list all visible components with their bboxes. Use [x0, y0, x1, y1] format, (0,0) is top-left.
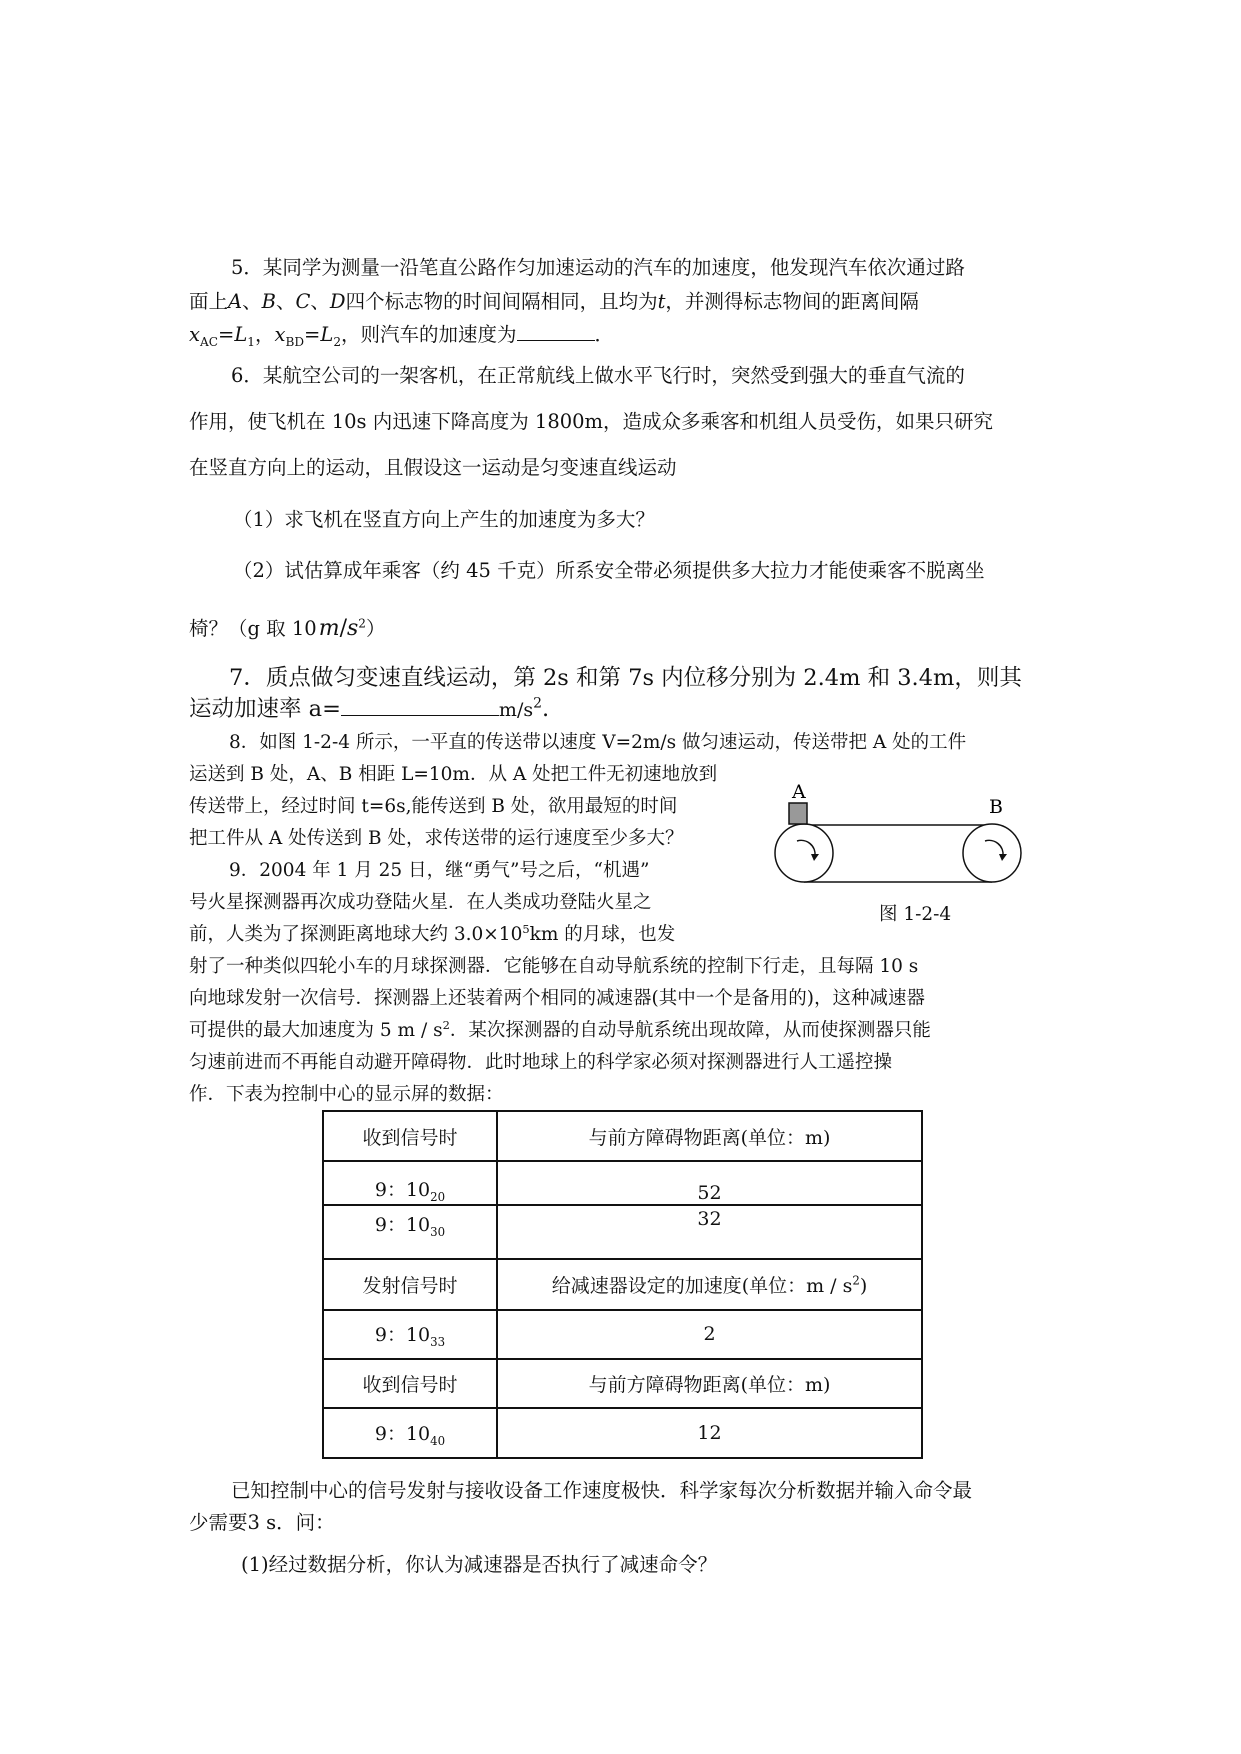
- q6-line3: 在竖直方向上的运动，且假设这一运动是匀变速直线运动: [189, 456, 677, 479]
- unit-s: s: [347, 616, 359, 641]
- q5-text: ，并测得标志物间的距离间隔: [665, 290, 919, 313]
- q9-line2: 号火星探测器再次成功登陆火星．在人类成功登陆火星之: [189, 892, 652, 913]
- q8-line1: 8．如图 1-2-4 所示，一平直的传送带以速度 V=2m/s 做匀速运动，传送带把 A 处的工件: [229, 732, 967, 753]
- comma: ，: [254, 323, 275, 346]
- tail-line1: 已知控制中心的信号发射与接收设备工作速度极快．科学家每次分析数据并输入命令最: [231, 1479, 973, 1502]
- table-cell-value: 2: [497, 1310, 922, 1359]
- header-text: ): [859, 1274, 868, 1297]
- left-pulley: [775, 824, 833, 882]
- q9-line4: 射了一种类似四轮小车的月球探测器．它能够在自动导航系统的控制下行走，且每隔 10 s: [189, 956, 919, 977]
- var-l: L: [320, 323, 334, 346]
- time-text: 9：10: [374, 1422, 431, 1445]
- time-sub: 33: [430, 1334, 446, 1349]
- conveyor-figure: [760, 780, 1040, 920]
- var-t: t: [657, 290, 666, 313]
- q9-line3: [189, 920, 675, 946]
- control-center-table: [322, 1110, 923, 1459]
- sep: 、: [242, 290, 262, 313]
- table-header: 与前方障碍物距离(单位：m): [497, 1111, 922, 1161]
- q6-sub1: （1）求飞机在竖直方向上产生的加速度为多大？: [233, 508, 655, 531]
- table-header: 与前方障碍物距离(单位：m): [497, 1359, 922, 1408]
- table-cell-time: [323, 1408, 497, 1458]
- table-cell-time: [323, 1205, 497, 1259]
- table-cell-time: [323, 1161, 497, 1205]
- q5-end: ．: [594, 323, 615, 346]
- q6-line2: 作用，使飞机在 10s 内迅速下降高度为 1800m，造成众多乘客和机组人员受伤，如果只研究: [189, 410, 994, 433]
- answer-blank[interactable]: [517, 322, 595, 341]
- table-cell-value: 32: [497, 1205, 922, 1259]
- q9-line6: [189, 1016, 931, 1042]
- sub-bd: BD: [285, 334, 305, 349]
- point-c: C: [295, 290, 311, 313]
- time-sub: 20: [430, 1190, 446, 1205]
- table-cell-value: 52: [497, 1161, 922, 1205]
- table-row: [323, 1408, 922, 1458]
- label-b: B: [989, 796, 1003, 818]
- table-header: 收到信号时: [323, 1111, 497, 1161]
- q6-text: 椅？（g 取 10: [189, 617, 317, 640]
- table-cell-value: 12: [497, 1408, 922, 1458]
- q9-text: 可提供的最大加速度为 5 m / s: [189, 1020, 443, 1041]
- time-sub: 40: [430, 1433, 446, 1448]
- eq: =: [304, 323, 321, 346]
- q6-text: ）: [365, 617, 386, 640]
- table-header-row: [323, 1111, 922, 1161]
- table-cell-time: [323, 1310, 497, 1359]
- sub-ac: AC: [200, 334, 218, 349]
- q6-sub2-end: [189, 613, 386, 641]
- time-text: 9：10: [374, 1323, 431, 1346]
- sub-1: 1: [247, 334, 255, 349]
- q5-text: 四个标志物的时间间隔相同，且均为: [345, 290, 658, 313]
- eq: =: [217, 323, 235, 346]
- q7-line2: [189, 691, 549, 723]
- unit-m: m: [318, 616, 340, 641]
- point-b: B: [261, 290, 276, 313]
- figure-caption: 图 1-2-4: [879, 904, 952, 925]
- q9-line1: 9．2004 年 1 月 25 日，继“勇气”号之后，“机遇”: [229, 860, 650, 881]
- table-header: 发射信号时: [323, 1259, 497, 1309]
- time-text: 9：10: [374, 1179, 431, 1202]
- q7-line1: 7．质点做匀变速直线运动，第 2s 和第 7s 内位移分别为 2.4m 和 3.4m，则其: [229, 665, 1022, 691]
- q8-line3: 传送带上，经过时间 t=6s,能传送到 B 处，欲用最短的时间: [189, 796, 678, 817]
- sub-2: 2: [333, 334, 342, 349]
- answer-blank[interactable]: [341, 694, 499, 716]
- var-x: x: [274, 323, 286, 346]
- sep: 、: [275, 290, 296, 313]
- var-l: L: [234, 323, 248, 346]
- table-header: [497, 1259, 922, 1309]
- q9-line8: 作．下表为控制中心的显示屏的数据：: [189, 1084, 504, 1105]
- table-header-row: [323, 1259, 922, 1309]
- tail-q1: (1)经过数据分析，你认为减速器是否执行了减速命令？: [241, 1553, 718, 1576]
- point-a: A: [228, 290, 243, 313]
- header-text: 给减速器设定的加速度(单位：m / s: [551, 1274, 853, 1297]
- time-sub: 30: [430, 1225, 446, 1240]
- q9-sup: 2: [442, 1017, 450, 1032]
- q9-text: 前，人类为了探测距离地球大约 3.0×10: [189, 924, 523, 945]
- point-d: D: [329, 290, 346, 313]
- q9-text: ．某次探测器的自动导航系统出现故障，从而使探测器只能: [449, 1020, 931, 1041]
- table-row: [323, 1205, 922, 1259]
- q5-line2: [189, 286, 919, 314]
- q5-text: ，则汽车的加速度为: [341, 323, 517, 346]
- q9-sup: 5: [522, 921, 530, 936]
- workpiece: [789, 803, 807, 824]
- header-sup: 2: [852, 1273, 860, 1288]
- q7-unit: m/s: [498, 699, 534, 721]
- q8-line4: 把工件从 A 处传送到 B 处，求传送带的运行速度至少多大？: [189, 828, 684, 849]
- var-x: x: [189, 323, 200, 346]
- sep: 、: [310, 290, 330, 313]
- q7-end: .: [541, 696, 550, 722]
- table-row: [323, 1161, 922, 1205]
- q7-sup: 2: [533, 695, 542, 712]
- time-text: 9：10: [374, 1214, 431, 1237]
- q6-sub2: （2）试估算成年乘客（约 45 千克）所系安全带必须提供多大拉力才能使乘客不脱离坐: [233, 559, 985, 582]
- right-pulley: [963, 824, 1021, 882]
- q8-line2: 运送到 B 处，A、B 相距 L=10m．从 A 处把工件无初速地放到: [189, 764, 718, 785]
- table-row: [323, 1310, 922, 1359]
- q5-line3: [189, 319, 614, 349]
- table-header-row: [323, 1359, 922, 1408]
- label-a: A: [792, 781, 806, 803]
- q5-text: 面上: [189, 290, 229, 313]
- tail-line2: 少需要3 s．问：: [189, 1511, 335, 1534]
- q9-line5: 向地球发射一次信号．探测器上还装着两个相同的减速器(其中一个是备用的)，这种减速器: [189, 988, 925, 1009]
- q6-line1: 6．某航空公司的一架客机，在正常航线上做水平飞行时，突然受到强大的垂直气流的: [231, 364, 965, 387]
- unit-sup: 2: [358, 616, 366, 631]
- q9-text: km 的月球，也发: [529, 924, 676, 945]
- table-header: 收到信号时: [323, 1359, 497, 1408]
- q5-line1: 5．某同学为测量一沿笔直公路作匀加速运动的汽车的加速度，他发现汽车依次通过路: [231, 256, 965, 279]
- unit-slash: /: [339, 616, 347, 641]
- q7-text: 运动加速率 a=: [189, 696, 341, 722]
- q9-line7: 匀速前进而不再能自动避开障碍物．此时地球上的科学家必须对探测器进行人工遥控操: [189, 1052, 893, 1073]
